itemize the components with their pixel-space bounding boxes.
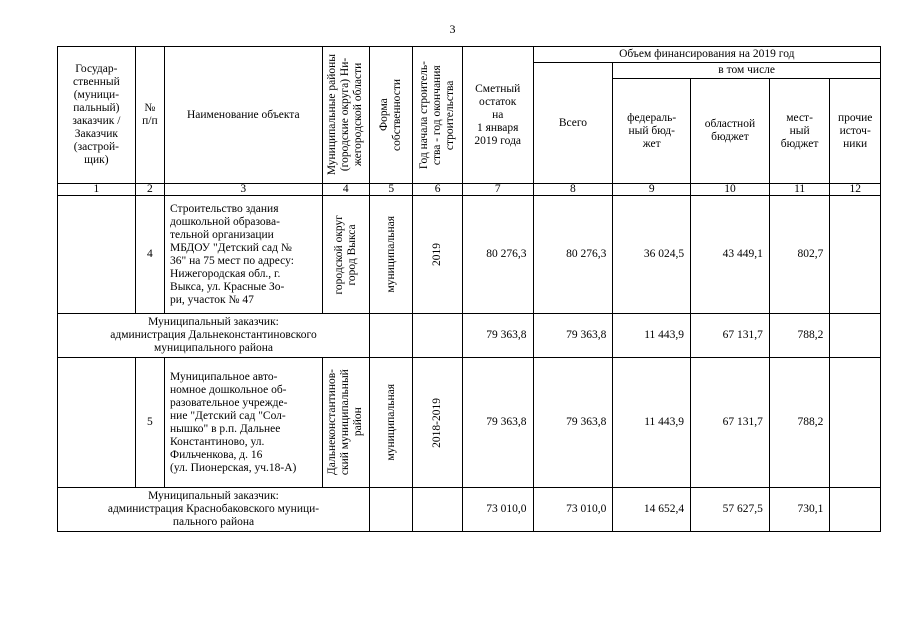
column-number: 2 [135,184,164,196]
column-number: 7 [462,184,533,196]
years-cell [413,358,462,488]
estimate-value: 79 363,8 [462,358,533,488]
municipal-customer: Муниципальный заказчик: администрация Краснобаковского муници- пального района [58,488,370,532]
regional-value: 57 627,5 [691,488,770,532]
estimate-value: 80 276,3 [462,196,533,314]
total-value: 80 276,3 [533,196,613,314]
other-value [830,196,881,314]
header-row-1 [58,47,881,63]
header-no: № п/п [135,47,164,184]
column-number: 9 [613,184,691,196]
total-value: 79 363,8 [533,358,613,488]
column-number: 6 [413,184,462,196]
table-row-customer-2 [58,488,881,532]
federal-value: 11 443,9 [613,314,691,358]
column-number: 10 [691,184,770,196]
header-total: Всего [533,63,613,184]
column-number: 1 [58,184,136,196]
local-value: 788,2 [769,358,830,488]
row-number: 4 [135,196,164,314]
page-number: 3 [449,22,456,36]
district-cell [322,358,369,488]
federal-value: 11 443,9 [613,358,691,488]
district-name: Дальнеконстантинов- ский муниципальный район [326,369,365,476]
empty-cell [413,314,462,358]
ownership-cell [370,196,413,314]
column-number: 8 [533,184,613,196]
regional-value: 43 449,1 [691,196,770,314]
years-cell [413,196,462,314]
column-number: 4 [322,184,369,196]
financing-table [57,46,881,532]
construction-years: 2018-2019 [431,397,444,448]
district-cell [322,196,369,314]
local-value: 730,1 [769,488,830,532]
regional-value: 67 131,7 [691,358,770,488]
object-name: Строительство здания дошкольной образова- тельной организации МБДОУ "Детский сад № 36" на 75 мест по адресу: Нижегородская обл., г. Выкса, ул. Красные Зо- ри, участок № 47 [165,196,323,314]
federal-value: 36 024,5 [613,196,691,314]
municipal-customer: Муниципальный заказчик: администрация Дальнеконстантиновского муниципального района [58,314,370,358]
customer-cell-empty [58,196,136,314]
ownership-form: муниципальная [384,216,397,293]
header-estimate: Сметный остаток на 1 января 2019 года [462,47,533,184]
header-federal: федераль- ный бюд- жет [613,79,691,184]
column-number: 3 [165,184,323,196]
construction-years: 2019 [431,243,444,266]
empty-cell [413,488,462,532]
header-district-cell [322,47,369,184]
local-value: 802,7 [769,196,830,314]
table-row-object-4 [58,196,881,314]
header-local: мест- ный бюджет [769,79,830,184]
estimate-value: 73 010,0 [462,488,533,532]
total-value: 79 363,8 [533,314,613,358]
ownership-form: муниципальная [384,384,397,461]
header-regional: областной бюджет [691,79,770,184]
header-object: Наименование объекта [165,47,323,184]
column-number: 5 [370,184,413,196]
local-value: 788,2 [769,314,830,358]
total-value: 73 010,0 [533,488,613,532]
header-district: Муниципальные районы (городские округа) Ни- жегородской области [326,54,365,176]
regional-value: 67 131,7 [691,314,770,358]
column-number: 12 [830,184,881,196]
empty-cell [370,488,413,532]
row-number: 5 [135,358,164,488]
table-row-customer-1 [58,314,881,358]
column-number-row [58,184,881,196]
other-value [830,314,881,358]
header-funding: Объем финансирования на 2019 год [533,47,880,63]
object-name: Муниципальное авто- номное дошкольное об- разовательное учрежде- ние "Детский сад "Сол- нышко" в р.п. Дальнее Константиново, ул. Фильченкова, д. 16 (ул. Пионерская, уч.18-А) [165,358,323,488]
header-years-cell [413,47,462,184]
header-including: в том числе [613,63,881,79]
header-ownership-cell [370,47,413,184]
other-value [830,488,881,532]
empty-cell [370,314,413,358]
ownership-cell [370,358,413,488]
district-name: городской округ город Выкса [332,214,358,295]
federal-value: 14 652,4 [613,488,691,532]
header-customer: Государ- ственный (муници- пальный) заказчик / Заказчик (застрой- щик) [58,47,136,184]
header-years: Год начала строитель- ства - год окончания строительства [418,60,457,170]
other-value [830,358,881,488]
header-ownership: Форма собственности [378,79,404,151]
table-row-object-5 [58,358,881,488]
column-number: 11 [769,184,830,196]
estimate-value: 79 363,8 [462,314,533,358]
customer-cell-empty [58,358,136,488]
header-other: прочие источ- ники [830,79,881,184]
